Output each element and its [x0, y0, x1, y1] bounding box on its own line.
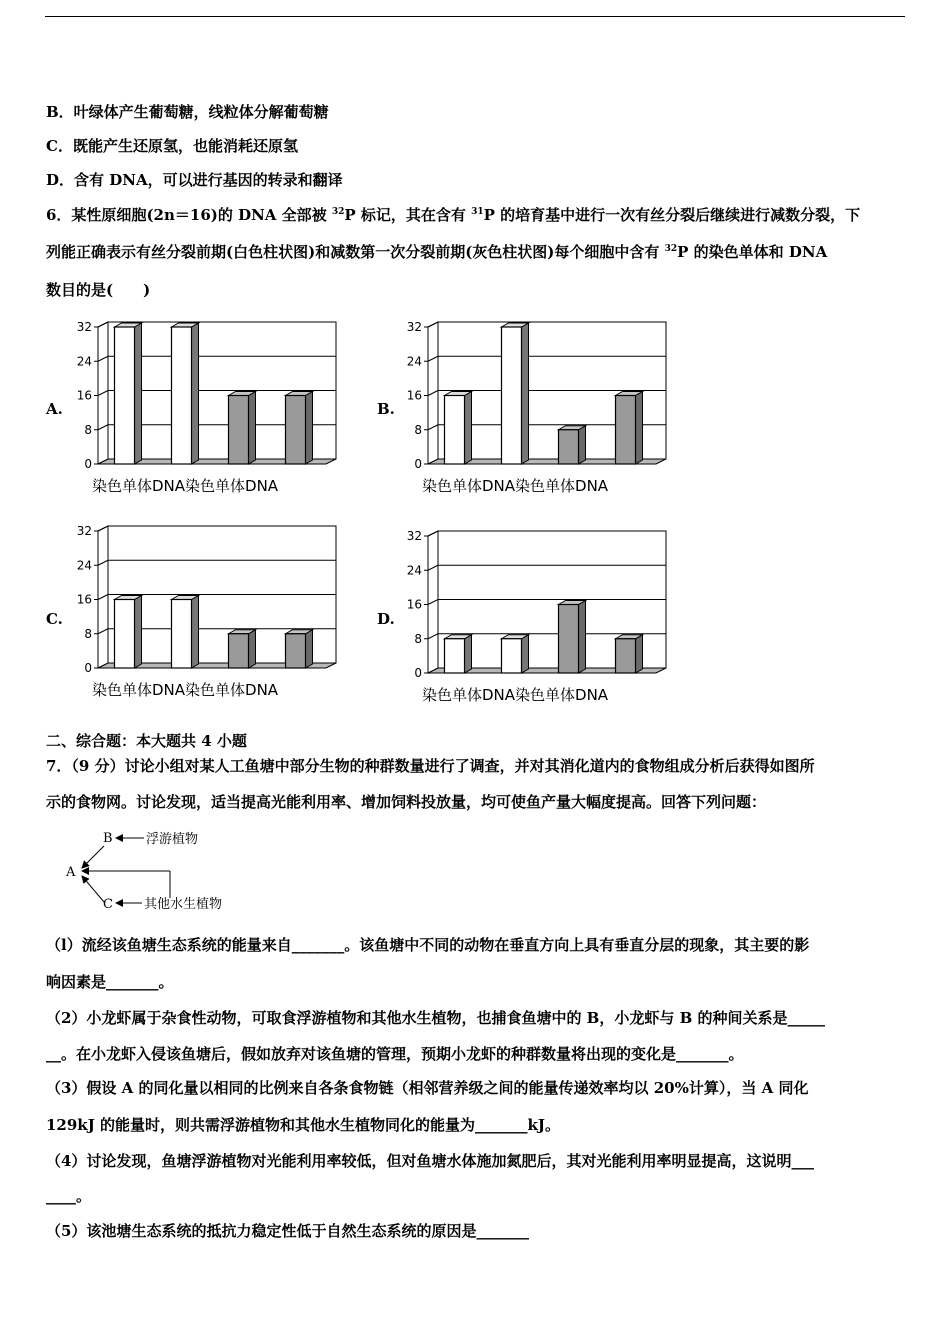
bar-4 — [286, 392, 313, 465]
bar-1 — [115, 323, 142, 464]
y-tick-label: 0 — [414, 666, 422, 680]
y-tick-label: 8 — [84, 422, 92, 437]
y-tick-label: 32 — [406, 529, 422, 543]
x-axis-label: 染色单体DNA染色单体DNA — [422, 686, 609, 704]
node-plankton: 浮游植物 — [146, 832, 199, 847]
bar-face — [445, 396, 465, 465]
y-tick-label: 0 — [84, 457, 92, 471]
bar-chart-c — [70, 522, 340, 702]
superscript-31: 31 — [471, 207, 484, 217]
bar-4 — [616, 635, 643, 673]
bar-side — [636, 392, 643, 465]
section-2-heading: 二、综合题：本大题共 4 小题 — [46, 732, 247, 750]
question-7-line-2: 示的食物网。讨论发现，适当提高光能利用率、增加饲料投放量，均可使鱼产量大幅度提高。回答下列问题： — [46, 793, 767, 811]
bar-4 — [616, 392, 643, 465]
q7-part-5: （5）该池塘生态系统的抵抗力稳定性低于自然生态系统的原因是_______ — [46, 1222, 529, 1240]
q7-part-3-line-2: 129kJ 的能量时，则共需浮游植物和其他水生植物同化的能量为_______kJ。 — [46, 1116, 561, 1134]
question-6-line-3: 数目的是( ) — [46, 281, 151, 299]
bar-side — [306, 630, 313, 668]
bar-side — [249, 630, 256, 668]
y-tick-label: 32 — [76, 524, 92, 538]
y-tick-label: 16 — [76, 388, 92, 403]
bar-3 — [559, 601, 586, 674]
bar-face — [115, 327, 135, 464]
bar-1 — [115, 596, 142, 669]
q7-part-3-line-1: （3）假设 A 的同化量以相同的比例来自各条食物链（相邻营养级之间的能量传递效率均以 20%计算），当 A 同化 — [46, 1079, 809, 1097]
bar-face — [502, 639, 522, 673]
bar-side — [135, 323, 142, 464]
q7-part-4-line-1: （4）讨论发现，鱼塘浮游植物对光能利用率较低，但对鱼塘水体施加氮肥后，其对光能利用率明显提高，这说明___ — [46, 1152, 814, 1170]
q7-part-1-line-2: 响因素是_______。 — [46, 973, 174, 991]
bar-face — [502, 327, 522, 464]
bar-side — [465, 635, 472, 673]
node-b: B — [103, 831, 113, 846]
q7-part-1-line-1: （l）流经该鱼塘生态系统的能量来自_______。该鱼塘中不同的动物在垂直方向上具有垂直分层的现象，其主要的影 — [46, 936, 810, 954]
question-6-line-1: 6．某性原细胞(2n＝16)的 DNA 全部被 $^{32}$P 标记，其在含有 $^{31}$P 的培育基中进行一次有丝分裂后继续进行减数分裂，下 — [46, 206, 861, 224]
bar-3 — [229, 392, 256, 465]
bar-side — [306, 392, 313, 465]
bar-face — [286, 396, 306, 465]
bar-side — [522, 323, 529, 464]
bar-side — [465, 392, 472, 465]
bar-face — [616, 396, 636, 465]
food-web-diagram — [60, 826, 250, 916]
bar-4 — [286, 630, 313, 668]
bar-1 — [445, 392, 472, 465]
y-tick-label: 16 — [406, 597, 422, 612]
bar-chart-d — [400, 527, 670, 707]
bar-chart-b — [400, 318, 670, 498]
bar-face — [172, 327, 192, 464]
chart-c-option-label: C. — [46, 610, 63, 628]
y-tick-label: 24 — [406, 354, 422, 369]
option-c: C．既能产生还原氢，也能消耗还原氢 — [46, 137, 298, 155]
bar-3 — [559, 426, 586, 464]
bar-face — [559, 430, 579, 464]
bar-chart-a — [70, 318, 340, 498]
question-7-line-1: 7．（9 分）讨论小组对某人工鱼塘中部分生物的种群数量进行了调查，并对其消化道内的食物组成分析后获得如图所 — [46, 757, 815, 775]
y-tick-label: 8 — [414, 631, 422, 646]
y-tick-label: 32 — [406, 320, 422, 334]
y-tick-label: 32 — [76, 320, 92, 334]
bar-side — [579, 601, 586, 674]
bar-2 — [502, 635, 529, 673]
y-tick-label: 0 — [414, 457, 422, 471]
y-tick-label: 24 — [76, 354, 92, 369]
bar-side — [192, 323, 199, 464]
y-tick-label: 16 — [406, 388, 422, 403]
question-6-line-2: 列能正确表示有丝分裂前期(白色柱状图)和减数第一次分裂前期(灰色柱状图)每个细胞中含有 $^{32}$P 的染色单体和 DNA — [46, 243, 828, 261]
option-b: B．叶绿体产生葡萄糖，线粒体分解葡萄糖 — [46, 103, 329, 121]
bar-face — [445, 639, 465, 673]
node-other-plants: 其他水生植物 — [144, 897, 223, 912]
bar-side — [192, 596, 199, 669]
bar-side — [579, 426, 586, 464]
bar-side — [522, 635, 529, 673]
bar-face — [559, 605, 579, 674]
bar-face — [616, 639, 636, 673]
y-tick-label: 24 — [406, 563, 422, 578]
bar-face — [229, 634, 249, 668]
bar-face — [172, 600, 192, 669]
bar-side — [135, 596, 142, 669]
bar-1 — [445, 635, 472, 673]
x-axis-label: 染色单体DNA染色单体DNA — [422, 477, 609, 495]
option-d: D．含有 DNA，可以进行基因的转录和翻译 — [46, 171, 343, 189]
x-axis-label: 染色单体DNA染色单体DNA — [92, 477, 279, 495]
q7-part-4-line-2: ____。 — [46, 1187, 92, 1205]
q7-part-2-line-2: __。在小龙虾入侵该鱼塘后，假如放弃对该鱼塘的管理，预期小龙虾的种群数量将出现的变化是_______。 — [46, 1045, 744, 1063]
superscript-32: 32 — [331, 207, 345, 217]
bar-face — [115, 600, 135, 669]
bar-face — [229, 396, 249, 465]
node-a: A — [66, 865, 76, 880]
node-c: C — [103, 897, 113, 912]
y-tick-label: 8 — [414, 422, 422, 437]
bar-side — [636, 635, 643, 673]
x-axis-label: 染色单体DNA染色单体DNA — [92, 681, 279, 699]
bar-2 — [172, 323, 199, 464]
bar-side — [249, 392, 256, 465]
y-tick-label: 8 — [84, 626, 92, 641]
bar-3 — [229, 630, 256, 668]
top-rule — [45, 16, 905, 17]
y-tick-label: 16 — [76, 592, 92, 607]
y-tick-label: 24 — [76, 558, 92, 573]
q7-part-2-line-1: （2）小龙虾属于杂食性动物，可取食浮游植物和其他水生植物，也捕食鱼塘中的 B，小龙虾与 B 的种间关系是_____ — [46, 1009, 825, 1027]
chart-d-option-label: D. — [377, 610, 395, 628]
bar-2 — [502, 323, 529, 464]
chart-b-option-label: B. — [377, 400, 395, 418]
chart-a-option-label: A. — [46, 400, 63, 418]
y-tick-label: 0 — [84, 661, 92, 675]
bar-face — [286, 634, 306, 668]
bar-2 — [172, 596, 199, 669]
